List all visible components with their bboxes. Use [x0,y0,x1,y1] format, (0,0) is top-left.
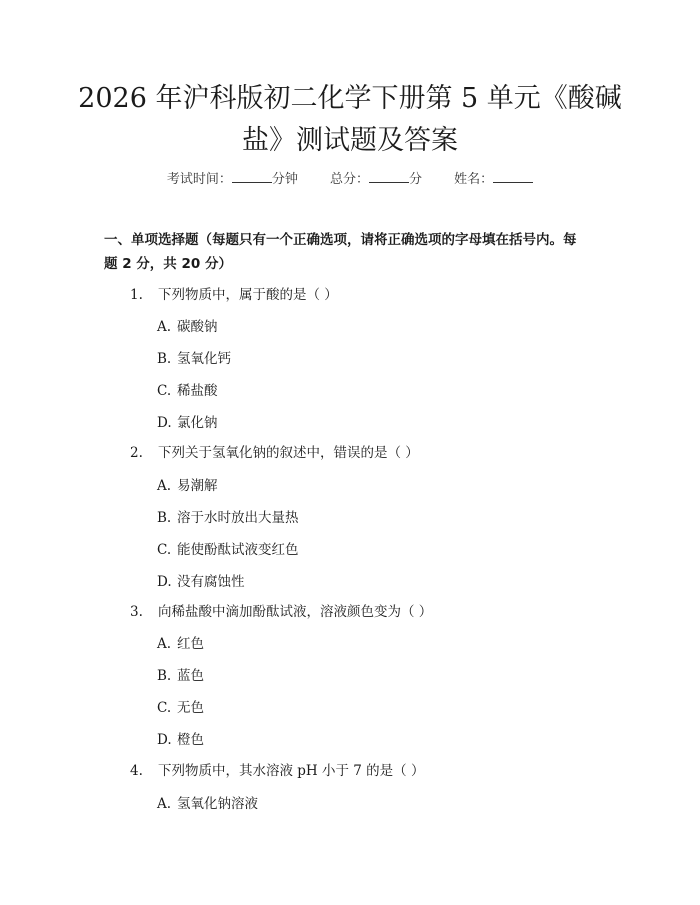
option-text: 稀盐酸 [177,383,218,399]
option-3c [157,696,204,716]
option-letter: B. [157,510,172,526]
option-text: 氢氧化钠溶液 [177,796,258,812]
student-name-blank [493,170,533,183]
option-text: 无色 [177,700,204,716]
question-text: 下列物质中，其水溶液 pH 小于 7 的是（ ） [158,763,425,779]
option-text: 蓝色 [177,668,204,684]
option-letter: B. [157,668,172,684]
question-number: 2. [130,445,143,461]
option-text: 能使酚酞试液变红色 [177,542,299,558]
exam-time-blank [232,170,272,183]
option-letter: C. [157,542,172,558]
question-text: 下列物质中，属于酸的是（ ） [158,287,338,303]
option-1c [157,379,218,399]
option-letter: A. [157,478,172,494]
total-score-unit: 分 [409,172,423,187]
option-2a [157,474,218,494]
option-letter: A. [157,319,172,335]
option-4a [157,792,258,812]
option-3d [157,728,204,748]
option-2d [157,570,245,590]
exam-time [167,168,298,187]
option-text: 氢氧化钙 [177,351,231,367]
question-number: 3. [130,604,143,620]
total-score-blank [369,170,409,183]
option-letter: B. [157,351,172,367]
section-heading-line-1: 一、单项选择题（每题只有一个正确选项，请将正确选项的字母填在括号内。每 [104,232,577,248]
question-number: 4. [130,763,143,779]
option-text: 易潮解 [177,478,218,494]
option-3b [157,664,204,684]
option-text: 橙色 [177,732,204,748]
option-text: 红色 [177,636,204,652]
option-text: 碳酸钠 [177,319,218,335]
student-name [454,168,533,187]
option-1d [157,411,218,431]
option-text: 氯化钠 [177,415,218,431]
question-4 [130,759,424,779]
option-3a [157,632,204,652]
option-letter: D. [157,415,172,431]
option-2c [157,538,299,558]
option-1b [157,347,231,367]
exam-meta [0,168,700,187]
title-line-1: 2026 年沪科版初二化学下册第 5 单元《酸碱 [78,83,622,114]
option-1a [157,315,218,335]
option-letter: D. [157,574,172,590]
section-heading-line-2: 题 2 分，共 20 分） [104,256,232,272]
question-text: 下列关于氢氧化钠的叙述中，错误的是（ ） [158,445,419,461]
student-name-label: 姓名： [454,172,494,187]
option-text: 没有腐蚀性 [177,574,245,590]
option-letter: A. [157,636,172,652]
option-2b [157,506,299,526]
question-2 [130,441,419,461]
question-number: 1. [130,287,143,303]
exam-time-label: 考试时间： [166,172,232,187]
exam-time-unit: 分钟 [271,172,298,187]
total-score [330,168,422,187]
document-title [60,78,640,162]
question-1 [130,283,338,303]
option-letter: D. [157,732,172,748]
question-3 [130,600,432,620]
option-letter: C. [157,700,172,716]
option-letter: A. [157,796,172,812]
option-letter: C. [157,383,172,399]
total-score-label: 总分： [329,172,369,187]
section-heading [104,228,604,276]
option-text: 溶于水时放出大量热 [177,510,299,526]
question-text: 向稀盐酸中滴加酚酞试液，溶液颜色变为（ ） [158,604,433,620]
title-line-2: 盐》测试题及答案 [242,125,458,156]
